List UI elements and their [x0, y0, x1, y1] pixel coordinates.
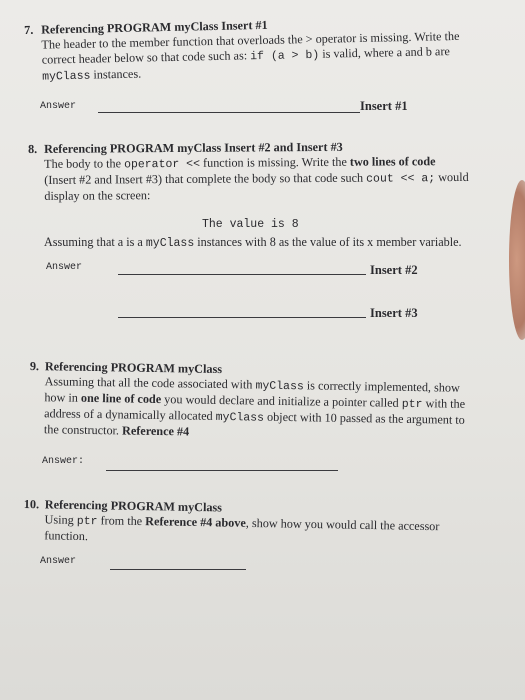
question-line-1: The header to the member function that overloads the > operator is missing. Write the: [41, 28, 460, 52]
answer-label: Answer: [40, 101, 77, 112]
question-number: 7.: [24, 22, 34, 37]
answer-label: Answer: [46, 262, 83, 273]
insert-label: Insert #1: [360, 99, 408, 113]
question-line-3: display on the screen:: [44, 188, 151, 203]
question-line-2: function.: [44, 528, 89, 544]
question-9: [29, 359, 470, 444]
answer-line-insert-2[interactable]: [118, 274, 366, 275]
insert-label: Insert #3: [370, 306, 418, 320]
question-number: 10.: [23, 497, 40, 512]
answer-line[interactable]: [98, 112, 360, 113]
answer-label: Answer:: [42, 456, 85, 467]
question-7: [24, 13, 505, 85]
question-8-assumption: Assuming that a is a myClass instances with 8 as the value of its x member variable.: [44, 235, 462, 250]
question-line-2: how in one line of code you would declare and initialize a pointer called ptr with the: [44, 390, 466, 412]
answer-line-insert-3[interactable]: [118, 317, 366, 318]
question-8: [28, 139, 498, 204]
question-number: 9.: [29, 359, 40, 374]
question-10: [23, 497, 454, 550]
answer-label: Answer: [40, 556, 77, 567]
question-line-3: myClass instances.: [42, 66, 142, 84]
finger-shadow: [509, 180, 525, 340]
insert-label: Insert #2: [370, 263, 418, 277]
question-title: Referencing PROGRAM myClass: [44, 359, 223, 377]
question-line-2: correct header below so that code such as: if (a > b) is valid, where a and b are: [41, 44, 450, 67]
question-number: 8.: [28, 141, 38, 156]
question-line-4: the constructor. Reference #4: [43, 422, 190, 439]
question-title: Referencing PROGRAM myClass Insert #1: [40, 17, 268, 37]
question-title: Referencing PROGRAM myClass: [44, 497, 223, 515]
answer-line[interactable]: [106, 470, 338, 471]
expected-output: The value is 8: [202, 218, 299, 231]
answer-line[interactable]: [110, 569, 246, 570]
question-title: Referencing PROGRAM myClass Insert #2 and Insert #3: [43, 139, 343, 156]
question-line-1: The body to the operator << function is missing. Write the two lines of code: [44, 154, 436, 172]
question-line-2: (Insert #2 and Insert #3) that complete the body so that code such cout << a; would: [44, 169, 469, 187]
question-line-1: Using ptr from the Reference #4 above, show how you would call the accessor: [44, 512, 440, 534]
question-line-1: Assuming that all the code associated with myClass is correctly implemented, show: [44, 374, 460, 395]
question-line-3: address of a dynamically allocated myClass object with 10 passed as the argument to: [44, 406, 465, 427]
